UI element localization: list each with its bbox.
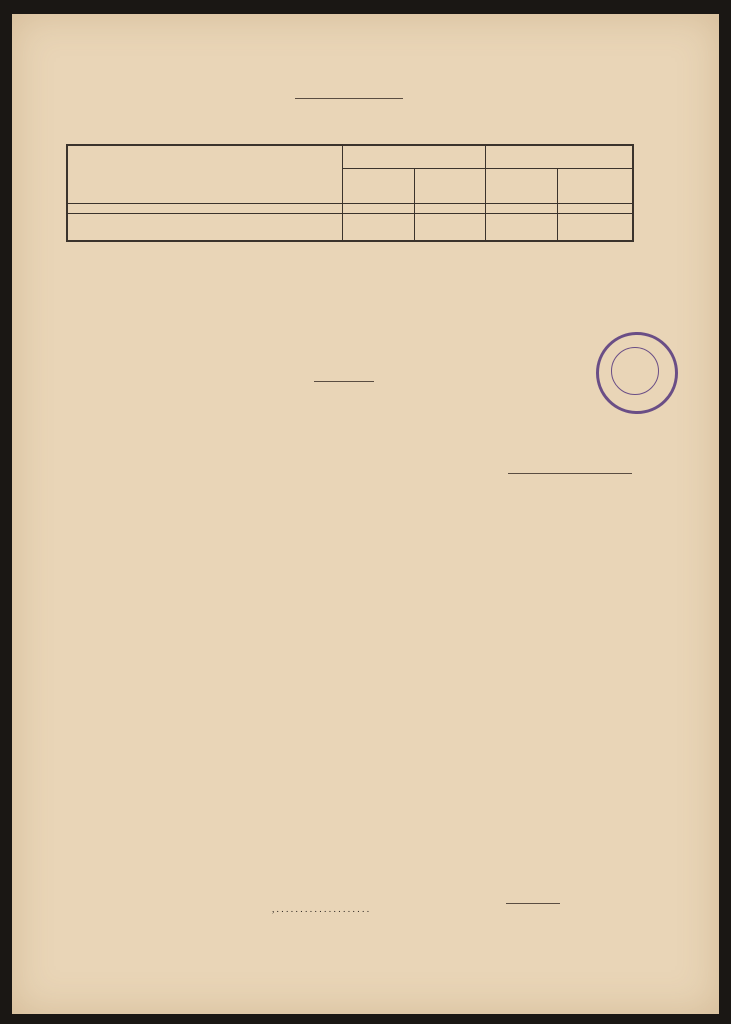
library-stamp [596,332,678,414]
stamp-crest-icon [611,347,659,395]
cuentas-header [67,145,343,204]
balance-table [66,144,634,242]
unit-haber [414,189,486,204]
section-ornament [314,381,374,382]
ornament-rule [295,98,403,99]
total-acreedores [557,214,633,242]
totals-label-cell [67,214,343,242]
col-haber [414,169,486,190]
suma-leader: , . . . . . . . . . . . . . . . . . . . . [272,905,370,915]
saldos-header [486,145,633,169]
document-page [12,14,719,1014]
unit-deudores [486,189,558,204]
unit-acreedores [557,189,633,204]
suma-label [272,905,369,915]
unit-debe [343,189,415,204]
col-acreedores [557,169,633,190]
total-haber [414,214,486,242]
balance-totals-row [67,214,633,242]
total-deudores [486,214,558,242]
col-deudores [486,169,558,190]
col-debe [343,169,415,190]
total-debe [343,214,415,242]
suma-rule [506,903,560,904]
col-header-rule [508,473,632,474]
comprobacion-header [343,145,486,169]
